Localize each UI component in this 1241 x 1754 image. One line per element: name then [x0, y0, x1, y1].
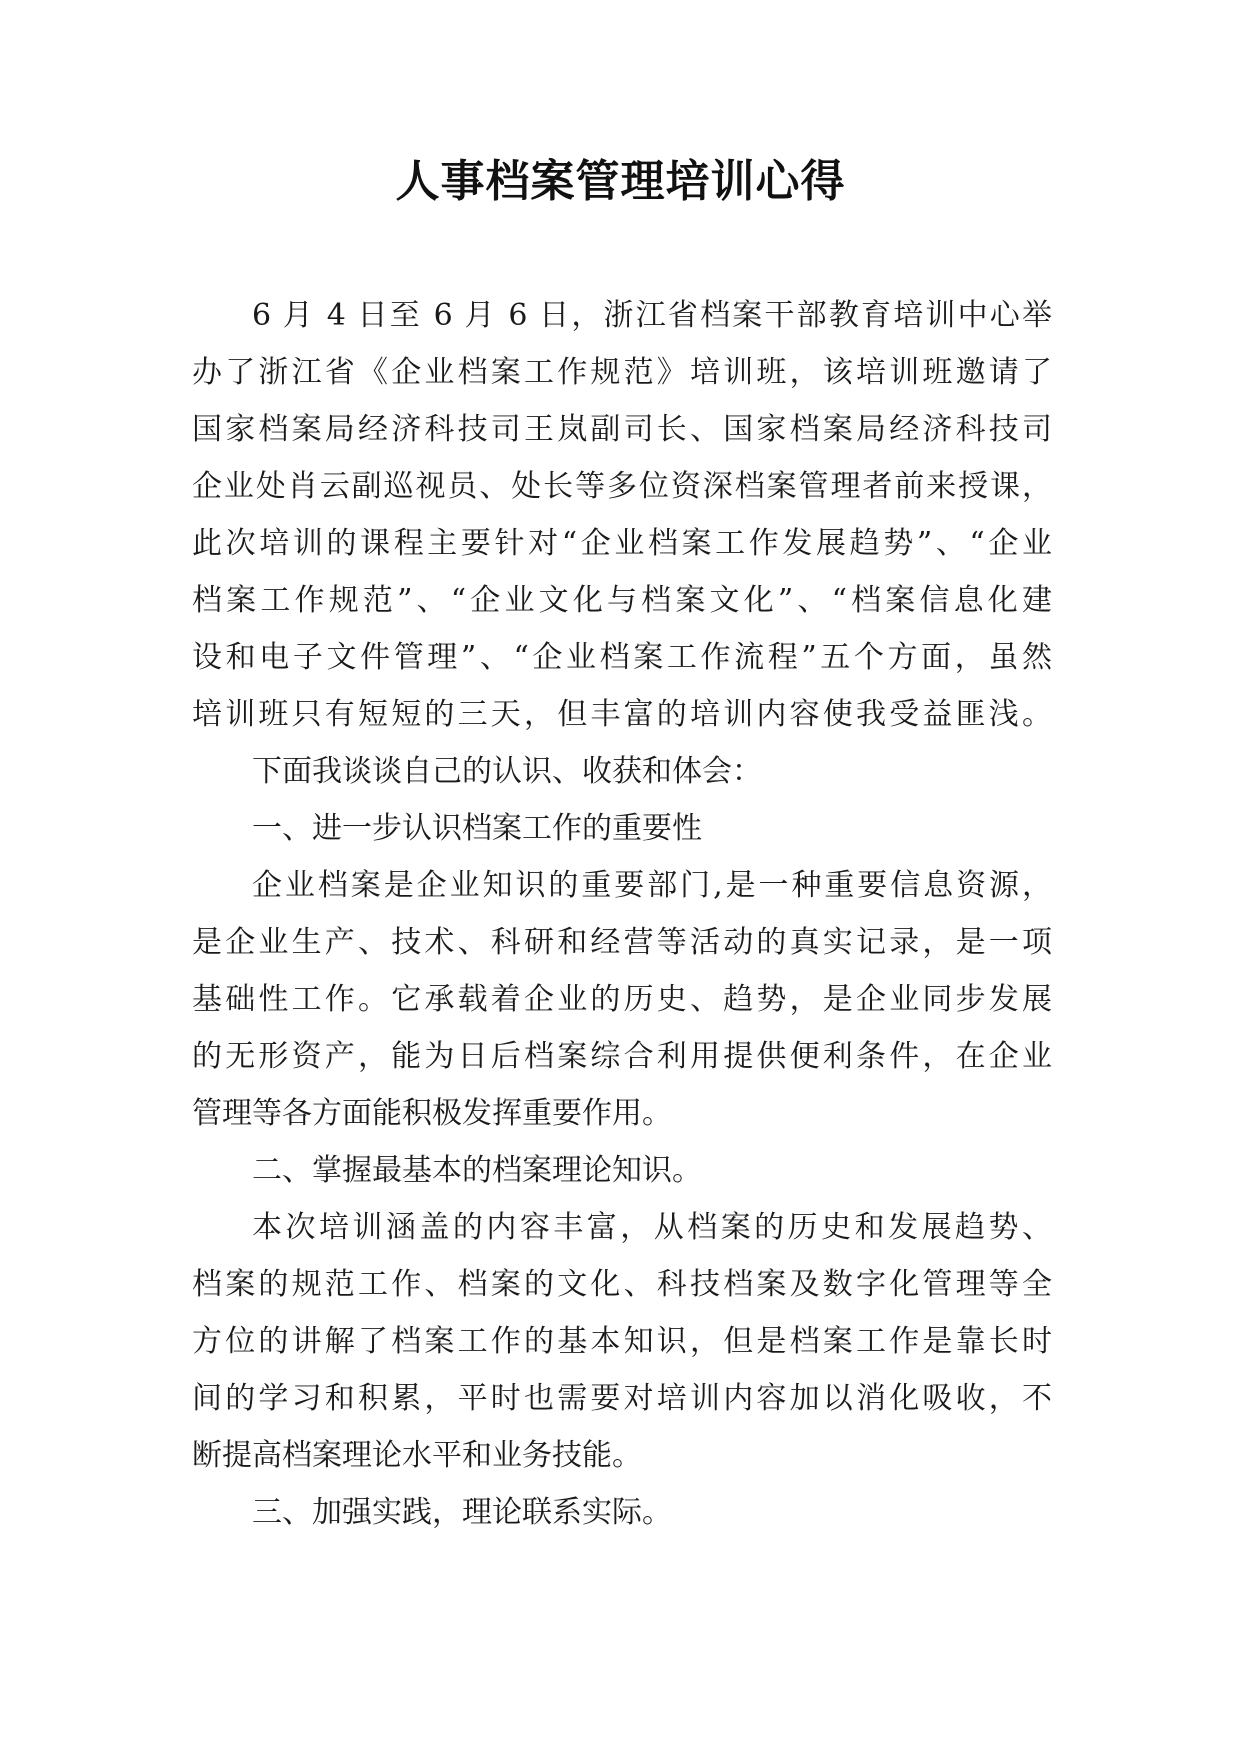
text-line: 的无形资产，能为日后档案综合利用提供便利条件，在企业	[192, 1039, 1052, 1074]
text-line: 培训班只有短短的三天，但丰富的培训内容使我受益匪浅。	[192, 697, 1052, 732]
text-line: 间的学习和积累，平时也需要对培训内容加以消化吸收，不	[192, 1381, 1052, 1416]
document-body	[192, 287, 1052, 1541]
document-title: 人事档案管理培训心得	[395, 156, 846, 207]
text-line: 方位的讲解了档案工作的基本知识，但是档案工作是靠长时	[192, 1324, 1052, 1359]
text-line: 企业处肖云副巡视员、处长等多位资深档案管理者前来授课，	[192, 469, 1052, 504]
text-line: 设和电子文件管理”、“企业档案工作流程”五个方面，虽然	[192, 640, 1052, 675]
text-line: 办了浙江省《企业档案工作规范》培训班，该培训班邀请了	[192, 355, 1052, 390]
text-line: 此次培训的课程主要针对“企业档案工作发展趋势”、“企业	[192, 526, 1052, 561]
text-line: 二、掌握最基本的档案理论知识。	[252, 1153, 702, 1188]
text-line: 国家档案局经济科技司王岚副司长、国家档案局经济科技司	[192, 412, 1052, 447]
text-line: 6 月 4 日至 6 月 6 日，浙江省档案干部教育培训中心举	[252, 298, 1052, 333]
text-line: 档案工作规范”、“企业文化与档案文化”、“档案信息化建	[192, 583, 1052, 618]
text-line: 基础性工作。它承载着企业的历史、趋势，是企业同步发展	[192, 982, 1052, 1017]
text-line: 三、加强实践，理论联系实际。	[252, 1495, 672, 1530]
text-line: 是企业生产、技术、科研和经营等活动的真实记录，是一项	[192, 925, 1052, 960]
text-line: 企业档案是企业知识的重要部门,是一种重要信息资源，	[252, 868, 1052, 903]
text-line: 档案的规范工作、档案的文化、科技档案及数字化管理等全	[192, 1267, 1052, 1302]
text-line: 本次培训涵盖的内容丰富，从档案的历史和发展趋势、	[252, 1210, 1052, 1245]
text-line: 管理等各方面能积极发挥重要作用。	[192, 1096, 672, 1131]
text-line: 一、进一步认识档案工作的重要性	[252, 811, 702, 846]
text-line: 下面我谈谈自己的认识、收获和体会：	[252, 754, 762, 789]
text-line: 断提高档案理论水平和业务技能。	[192, 1438, 642, 1473]
